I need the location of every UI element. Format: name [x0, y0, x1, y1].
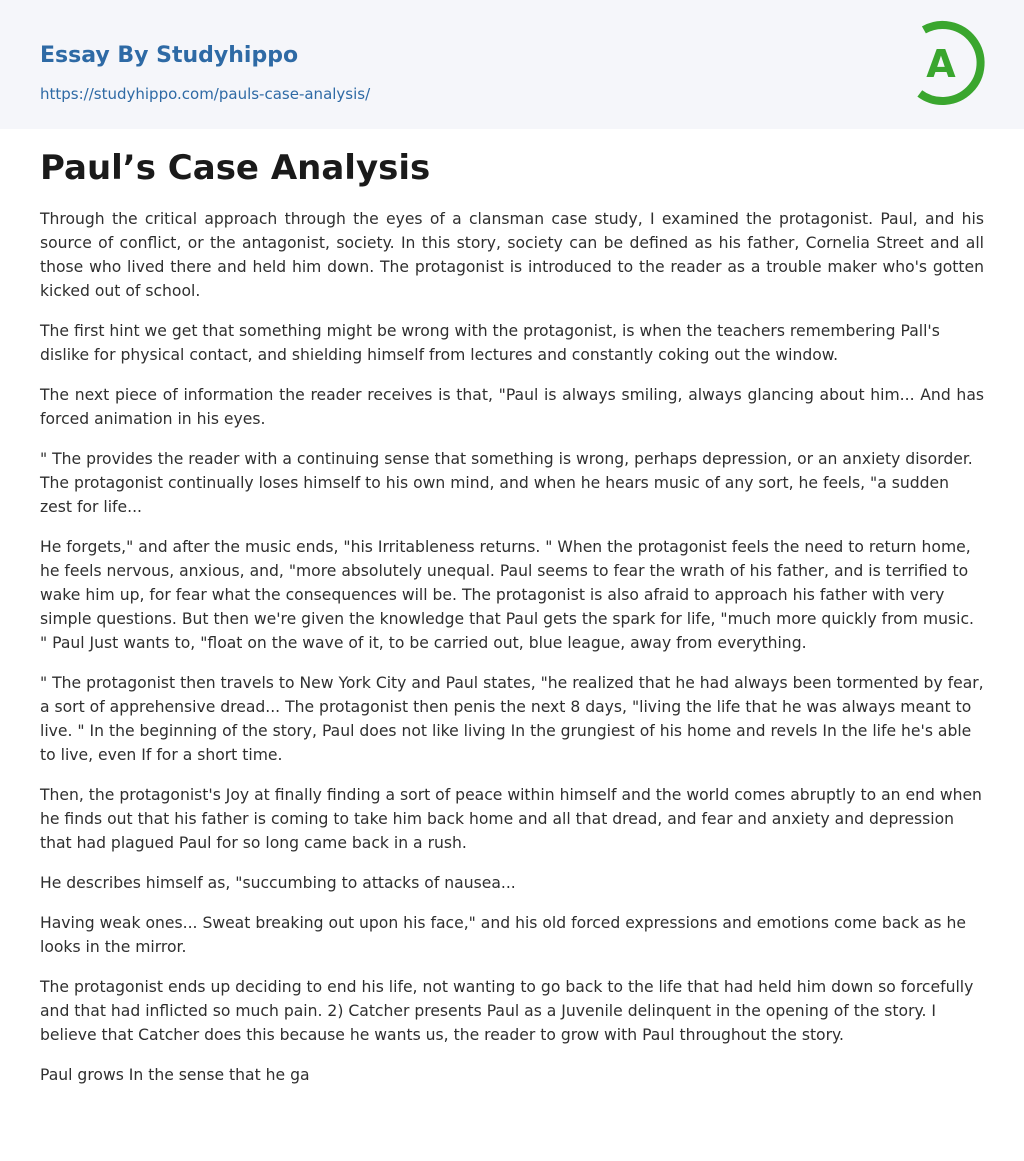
essay-paragraph: He describes himself as, "succumbing to attacks of nausea... [40, 874, 516, 892]
essay-paragraph: " The protagonist then travels to New York City and Paul states, "he realized that he had always been tormented by fear, a sort of apprehensive dread... The protagonist then penis the next 8 days, "living the life that he was always meant to live. " In the beginning of the story, Paul does not like living In the grungiest of his home and revels In the life he's able to live, even If for a short time. [40, 674, 984, 764]
essay-paragraph: The protagonist ends up deciding to end his life, not wanting to go back to the life that had held him down so forcefully and that had inflicted so much pain. 2) Catcher presents Paul as a Juvenile delinquent in the opening of the story. I believe that Catcher does this because he wants us, the reader to grow with Paul throughout the story. [40, 978, 974, 1044]
studyhippo-logo-icon[interactable] [898, 18, 988, 108]
essay-paragraph: The first hint we get that something might be wrong with the protagonist, is when the teachers remembering Pall's dislike for physical contact, and shielding himself from lectures and constantly coking out the window. [40, 322, 940, 364]
essay-paragraph: " The provides the reader with a continuing sense that something is wrong, perhaps depression, or an anxiety disorder. The protagonist continually loses himself to his own mind, and when he hears music of any sort, he feels, "a sudden zest for life... [40, 450, 973, 516]
logo-letter: A [926, 42, 956, 86]
essay-paragraph: Having weak ones... Sweat breaking out upon his face," and his old forced expressions and emotions come back as he looks in the mirror. [40, 914, 966, 956]
essay-title: Paul’s Case Analysis [40, 148, 431, 188]
site-header [0, 0, 1024, 129]
essay-paragraph: The next piece of information the reader receives is that, "Paul is always smiling, always glancing about him... And has forced animation in his eyes. [40, 386, 984, 428]
source-url-link[interactable]: https://studyhippo.com/pauls-case-analysis/ [40, 85, 371, 103]
essay-paragraph: Paul grows In the sense that he ga [40, 1066, 310, 1084]
brand-title[interactable]: Essay By Studyhippo [40, 43, 299, 68]
essay-paragraph: Through the critical approach through the eyes of a clansman case study, I examined the protagonist. Paul, and his source of conflict, or the antagonist, society. In this story, society can be defined as his father, Cornelia Street and all those who lived there and held him down. The protagonist is introduced to the reader as a trouble maker who's gotten kicked out of school. [40, 210, 984, 300]
essay-content [40, 146, 984, 1103]
essay-paragraph: Then, the protagonist's Joy at finally finding a sort of peace within himself and the world comes abruptly to an end when he finds out that his father is coming to take him back home and all that dread, and fear and anxiety and depression that had plagued Paul for so long came back in a rush. [40, 786, 982, 852]
essay-paragraph: He forgets," and after the music ends, "his Irritableness returns. " When the protagonist feels the need to return home, he feels nervous, anxious, and, "more absolutely unequal. Paul seems to fear the wrath of his father, and is terrified to wake him up, for fear what the consequences will be. The protagonist is also afraid to approach his father with very simple questions. But then we're given the knowledge that Paul gets the spark for life, "much more quickly from music. " Paul Just wants to, "float on the wave of it, to be carried out, blue league, away from everything. [40, 538, 974, 652]
